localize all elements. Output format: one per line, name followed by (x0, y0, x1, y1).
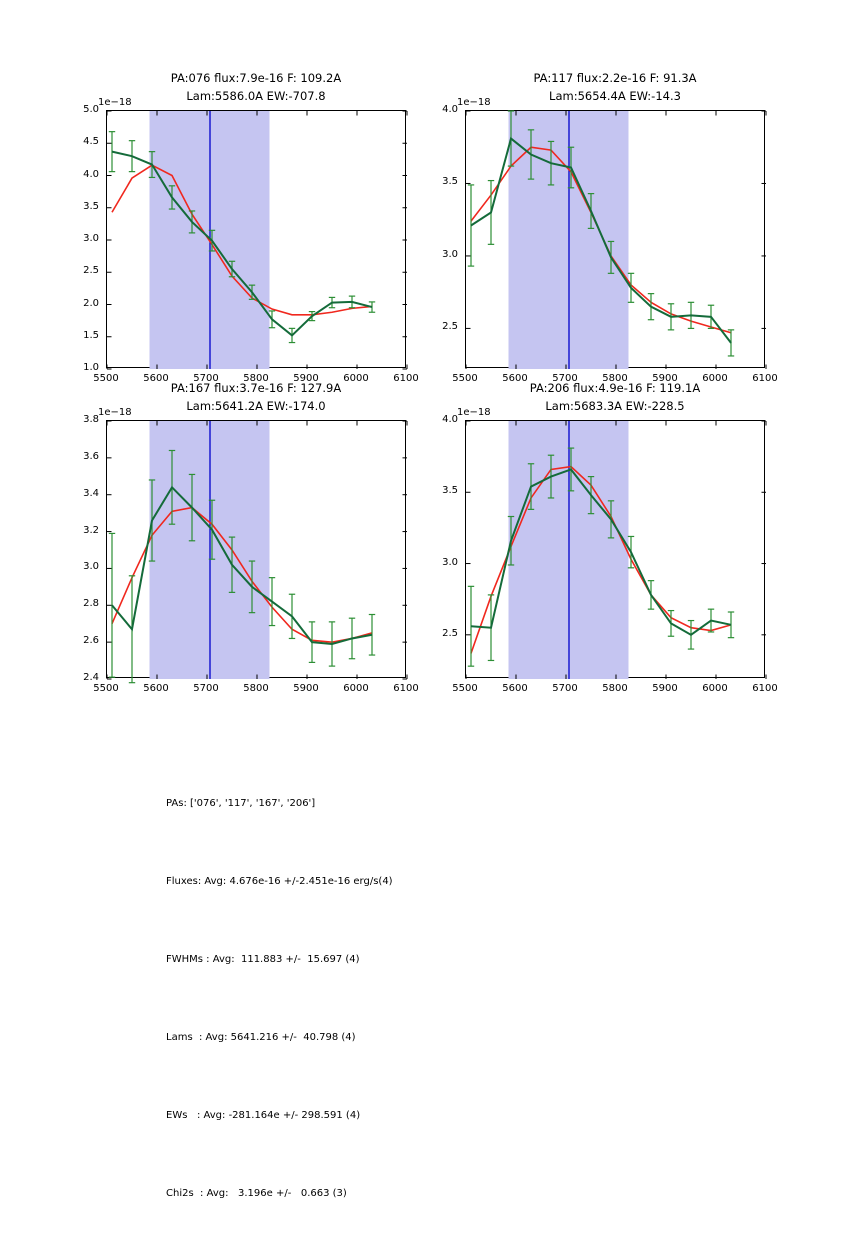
subplot-title-line1: PA:167 flux:3.7e-16 F: 127.9A (170, 381, 342, 395)
subplot-pa167 (83, 381, 419, 694)
x-tick-label: 5900 (652, 683, 678, 694)
x-tick-label: 5700 (552, 683, 578, 694)
subplot-title-line1: PA:117 flux:2.2e-16 F: 91.3A (533, 71, 697, 85)
x-tick-label: 6100 (752, 373, 778, 384)
y-axis-offset-label: 1e−18 (98, 407, 132, 418)
subplot-pa076 (83, 71, 419, 384)
stats-ews-line: EWs : Avg: -281.164e +/- 298.591 (4) (166, 1110, 361, 1121)
y-tick-label: 3.5 (442, 485, 458, 497)
subplot-title-line2: Lam:5641.2A EW:-174.0 (186, 399, 326, 413)
y-tick-label: 3.6 (83, 450, 99, 462)
y-tick-label: 3.0 (83, 561, 99, 573)
x-tick-label: 5500 (93, 683, 119, 694)
y-tick-label: 3.0 (442, 248, 458, 260)
x-tick-label: 5700 (193, 373, 219, 384)
stats-lams-line: Lams : Avg: 5641.216 +/- 40.798 (4) (166, 1032, 356, 1043)
y-tick-label: 3.0 (83, 233, 99, 244)
y-tick-label: 3.0 (442, 556, 458, 568)
y-tick-label: 3.5 (442, 176, 458, 188)
x-tick-label: 5500 (93, 373, 119, 384)
y-tick-label: 2.5 (83, 265, 99, 277)
y-tick-label: 2.5 (442, 627, 458, 639)
x-tick-label: 5900 (293, 373, 319, 384)
plot-area (106, 110, 406, 368)
y-tick-label: 3.5 (83, 200, 99, 212)
x-tick-label: 5800 (243, 373, 269, 384)
x-tick-label: 5800 (602, 373, 628, 384)
y-tick-label: 3.2 (83, 524, 99, 536)
x-tick-label: 6100 (752, 683, 778, 694)
subplot-title-line2: Lam:5586.0A EW:-707.8 (186, 89, 326, 103)
x-tick-label: 5900 (293, 683, 319, 694)
x-tick-label: 5700 (552, 373, 578, 384)
plot-canvas (466, 421, 766, 679)
subplot-title-line1: PA:076 flux:7.9e-16 F: 109.2A (170, 71, 342, 85)
y-tick-label: 4.0 (442, 414, 458, 425)
y-tick-label: 2.4 (83, 672, 99, 683)
x-tick-label: 5900 (652, 373, 678, 384)
x-tick-label: 5600 (502, 683, 528, 694)
stats-pas-line: PAs: ['076', '117', '167', '206'] (166, 798, 316, 809)
x-tick-label: 5500 (452, 683, 478, 694)
y-tick-label: 2.0 (83, 297, 99, 309)
y-axis-offset-label: 1e−18 (457, 97, 491, 108)
summary-stats-block (166, 739, 393, 1259)
y-tick-label: 2.8 (83, 598, 99, 610)
y-axis-offset-label: 1e−18 (98, 97, 132, 108)
stats-chi2s-line: Chi2s : Avg: 3.196e +/- 0.663 (3) (166, 1188, 347, 1199)
plot-canvas (107, 421, 407, 679)
x-tick-label: 6000 (343, 373, 369, 384)
stats-fwhms-line: FWHMs : Avg: 111.883 +/- 15.697 (4) (166, 954, 360, 965)
plot-canvas (466, 111, 766, 369)
stats-fluxes-line: Fluxes: Avg: 4.676e-16 +/-2.451e-16 erg/s(4) (166, 876, 393, 887)
y-axis-offset-label: 1e−18 (457, 407, 491, 418)
y-tick-label: 1.5 (83, 329, 99, 341)
x-tick-label: 6000 (343, 683, 369, 694)
x-tick-label: 5500 (452, 373, 478, 384)
y-tick-label: 3.8 (83, 414, 99, 425)
x-tick-label: 6100 (393, 683, 419, 694)
x-tick-label: 6100 (393, 373, 419, 384)
y-tick-label: 4.0 (442, 104, 458, 115)
y-tick-label: 1.0 (83, 362, 99, 373)
y-tick-label: 4.5 (83, 136, 99, 148)
y-tick-label: 2.5 (442, 321, 458, 333)
y-tick-label: 5.0 (83, 104, 99, 115)
x-tick-label: 5700 (193, 683, 219, 694)
x-tick-label: 6000 (702, 373, 728, 384)
plot-area (106, 420, 406, 678)
subplot-title-line1: PA:206 flux:4.9e-16 F: 119.1A (529, 381, 701, 395)
subplot-title-line2: Lam:5654.4A EW:-14.3 (549, 89, 681, 103)
x-tick-label: 5800 (602, 683, 628, 694)
plot-area (465, 110, 765, 368)
y-tick-label: 3.4 (83, 487, 99, 499)
y-tick-label: 2.6 (83, 635, 99, 647)
x-tick-label: 5600 (502, 373, 528, 384)
x-tick-label: 5600 (143, 373, 169, 384)
subplot-pa206 (442, 381, 778, 694)
plot-canvas (107, 111, 407, 369)
plot-area (465, 420, 765, 678)
x-tick-label: 6000 (702, 683, 728, 694)
subplot-pa117 (442, 71, 778, 384)
subplot-title-line2: Lam:5683.3A EW:-228.5 (545, 399, 685, 413)
y-tick-label: 4.0 (83, 168, 99, 180)
x-tick-label: 5800 (243, 683, 269, 694)
x-tick-label: 5600 (143, 683, 169, 694)
